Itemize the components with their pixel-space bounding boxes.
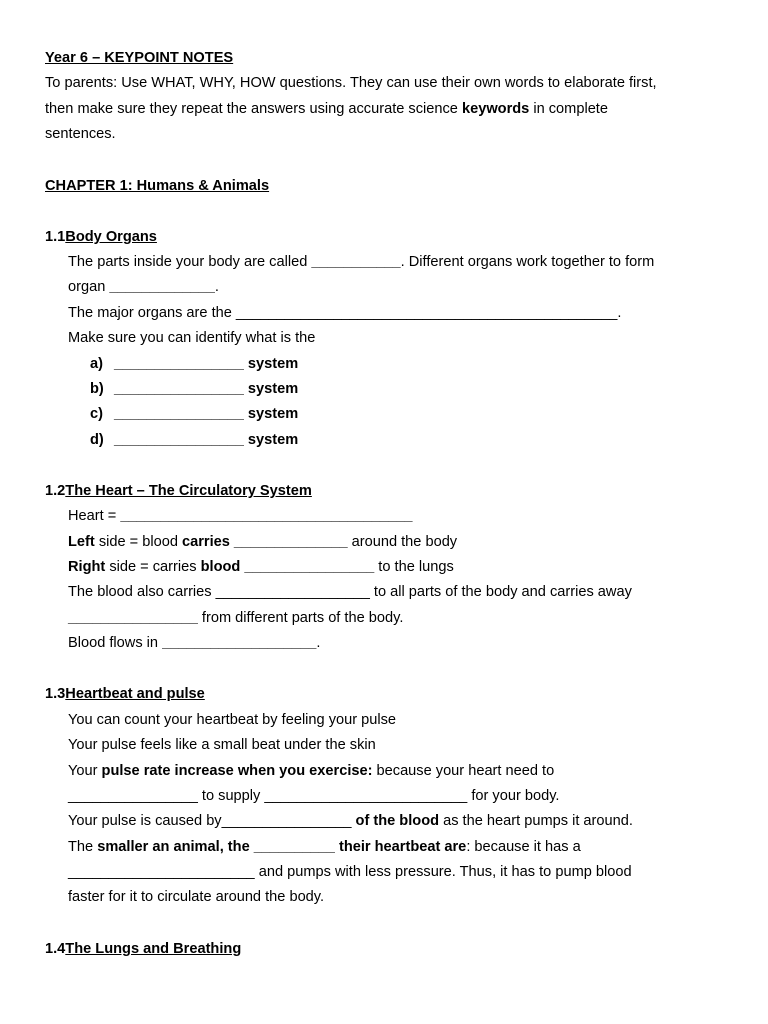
text-bold: pulse rate increase when you exercise: xyxy=(101,763,373,779)
text-bold: blood ________________ xyxy=(200,559,375,575)
blank-field: ________________ xyxy=(114,406,244,422)
heartbeat-line-3 xyxy=(68,762,554,780)
section-heading-body-organs xyxy=(45,228,157,246)
section-title: Heartbeat and pulse xyxy=(65,686,205,702)
text: The parts inside your body are called xyxy=(68,254,312,270)
heart-line-5 xyxy=(68,609,403,627)
chapter-heading: CHAPTER 1: Humans & Animals xyxy=(45,178,270,194)
list-marker: a) xyxy=(90,356,103,372)
heartbeat-line-1: You can count your heartbeat by feeling your pulse xyxy=(68,712,397,728)
heart-line-3 xyxy=(68,558,454,576)
body-organs-line-2 xyxy=(68,278,219,296)
section-number: 1.3 xyxy=(45,686,66,702)
text: . Different organs work together to form xyxy=(400,254,655,270)
list-item xyxy=(90,431,298,449)
text-bold: of the blood xyxy=(355,813,440,829)
heart-line-6 xyxy=(68,634,320,652)
heartbeat-line-8: faster for it to circulate around the body. xyxy=(68,889,325,905)
heart-line-4: The blood also carries ___________________ to all parts of the body and carries away xyxy=(68,584,632,600)
blank-field: ________________ xyxy=(114,381,244,397)
section-heading-heartbeat xyxy=(45,685,205,703)
body-organs-line-4: Make sure you can identify what is the xyxy=(68,330,316,346)
text: because your heart need to xyxy=(372,763,555,779)
heartbeat-line-2: Your pulse feels like a small beat under the skin xyxy=(68,737,376,753)
list-word: system xyxy=(243,356,299,372)
heart-line-1 xyxy=(68,507,413,525)
list-item xyxy=(90,405,298,423)
section-number: 1.1 xyxy=(45,229,66,245)
text: Heart = xyxy=(68,508,121,524)
blank-field: ________________ xyxy=(114,356,244,372)
body-organs-line-1 xyxy=(68,253,654,271)
text: to the lungs xyxy=(374,559,454,575)
text-bold: carries ______________ xyxy=(182,534,348,550)
intro-line-3: sentences. xyxy=(45,126,116,142)
heartbeat-line-4: ________________ to supply _________________________ for your body. xyxy=(68,788,560,804)
text: The xyxy=(68,839,98,855)
section-number: 1.2 xyxy=(45,483,66,499)
text: organ xyxy=(68,279,110,295)
blank-field: ________________ xyxy=(68,610,198,626)
section-title: The Heart – The Circulatory System xyxy=(65,483,312,499)
list-word: system xyxy=(243,381,299,397)
list-word: system xyxy=(243,432,299,448)
blank-field: ____________________________________ xyxy=(120,508,413,524)
text-bold: Left xyxy=(68,534,95,550)
text: . xyxy=(316,635,321,651)
heartbeat-line-6 xyxy=(68,838,581,856)
intro-line-1: To parents: Use WHAT, WHY, HOW questions. They can use their own words to elaborate first, xyxy=(45,75,657,91)
intro-keywords: keywords xyxy=(461,101,530,117)
blank-field: ___________ xyxy=(311,254,401,270)
text: Blood flows in xyxy=(68,635,163,651)
text: Your pulse is caused by________________ xyxy=(68,813,356,829)
text-bold: Right xyxy=(68,559,106,575)
list-marker: c) xyxy=(90,406,103,422)
heartbeat-line-7: _______________________ and pumps with less pressure. Thus, it has to pump blood xyxy=(68,864,632,880)
text: around the body xyxy=(347,534,458,550)
section-heading-heart xyxy=(45,482,312,500)
blank-field: ___________________ xyxy=(162,635,317,651)
intro-text: then make sure they repeat the answers using accurate science xyxy=(45,101,462,117)
text: Your xyxy=(68,763,102,779)
list-marker: d) xyxy=(90,432,104,448)
text: : because it has a xyxy=(466,839,581,855)
body-organs-line-3: The major organs are the _______________________________________________. xyxy=(68,305,622,321)
heart-line-2 xyxy=(68,533,457,551)
section-title: The Lungs and Breathing xyxy=(65,941,242,957)
list-marker: b) xyxy=(90,381,104,397)
section-heading-lungs xyxy=(45,940,241,958)
blank-field: ________________ xyxy=(114,432,244,448)
section-number: 1.4 xyxy=(45,941,66,957)
intro-text: in complete xyxy=(529,101,608,117)
list-item xyxy=(90,355,298,373)
section-title: Body Organs xyxy=(65,229,157,245)
heartbeat-line-5 xyxy=(68,812,633,830)
page-title: Year 6 – KEYPOINT NOTES xyxy=(45,50,234,66)
text-bold: smaller an animal, the __________ their heartbeat are xyxy=(97,839,467,855)
list-word: system xyxy=(243,406,299,422)
list-item xyxy=(90,380,298,398)
text: side = blood xyxy=(94,534,182,550)
text: as the heart pumps it around. xyxy=(439,813,633,829)
blank-field: _____________ xyxy=(109,279,215,295)
text: side = carries xyxy=(105,559,201,575)
intro-line-2 xyxy=(45,100,608,118)
text: from different parts of the body. xyxy=(197,610,404,626)
text: . xyxy=(214,279,219,295)
